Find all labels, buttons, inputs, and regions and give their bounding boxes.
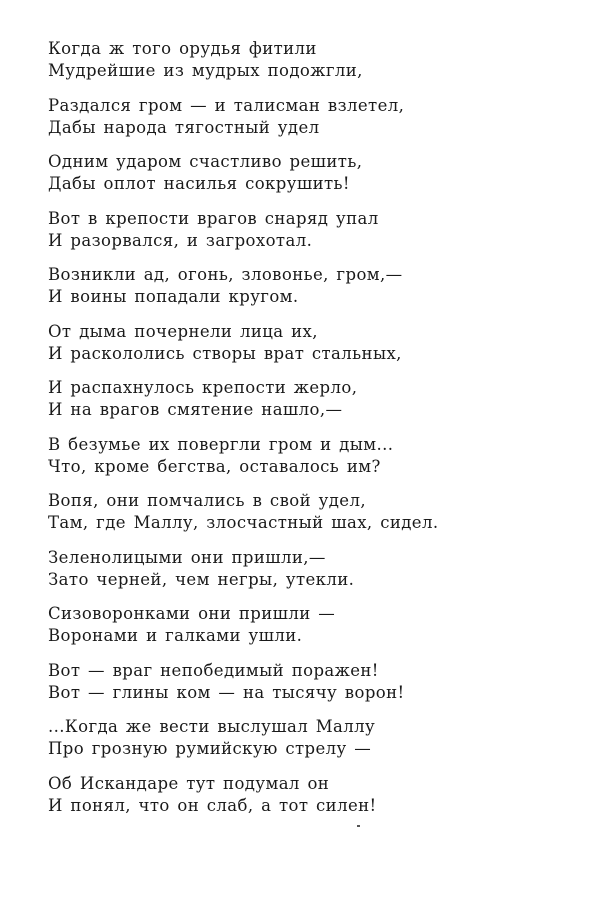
verse-line: ...Когда же вести выслушал Маллу bbox=[48, 717, 376, 736]
verse-line: И на врагов смятение нашло,— bbox=[48, 400, 343, 419]
verse-line: Воронами и галками ушли. bbox=[48, 626, 303, 645]
verse-line: И понял, что он слаб, а тот силен! bbox=[48, 795, 377, 815]
verse-line: Дабы народа тягостный удел bbox=[48, 117, 320, 137]
verse-line: Мудрейшие из мудрых подожгли, bbox=[48, 61, 363, 80]
verse-line: Возникли ад, огонь, зловонье, гром,— bbox=[48, 265, 403, 284]
couplet bbox=[48, 603, 438, 647]
verse-line: Там, где Маллу, злосчастный шах, сидел. bbox=[48, 513, 439, 532]
verse-line: Про грозную румийскую стрелу — bbox=[48, 739, 372, 758]
couplet bbox=[48, 151, 438, 195]
verse-line: Раздался гром — и талисман взлетел, bbox=[48, 95, 405, 115]
verse-line: Вот в крепости врагов снаряд упал bbox=[48, 208, 379, 228]
verse-line: Зеленолицыми они пришли,— bbox=[48, 547, 326, 567]
verse-line: Вопя, они помчались в свой удел, bbox=[48, 491, 366, 510]
couplet bbox=[48, 264, 438, 308]
couplet bbox=[48, 490, 438, 534]
verse-line: И распахнулось крепости жерло, bbox=[48, 378, 358, 397]
verse-line: И воины попадали кругом. bbox=[48, 287, 299, 306]
verse-line: И разорвался, и загрохотал. bbox=[48, 230, 313, 250]
couplet bbox=[48, 660, 438, 704]
verse-line: Одним ударом счастливо решить, bbox=[48, 152, 363, 171]
couplet bbox=[48, 377, 438, 421]
poem-text bbox=[48, 38, 438, 829]
couplet bbox=[48, 321, 438, 365]
verse-line: Вот — глины ком — на тысячу ворон! bbox=[48, 682, 405, 702]
verse-line: Зато черней, чем негры, утекли. bbox=[48, 569, 355, 589]
verse-line: Что, кроме бегства, оставалось им? bbox=[48, 456, 381, 476]
verse-line: Когда ж того орудья фитили bbox=[48, 39, 317, 58]
couplet bbox=[48, 38, 438, 82]
couplet bbox=[48, 773, 438, 817]
couplet bbox=[48, 434, 438, 478]
couplet bbox=[48, 716, 438, 760]
couplet bbox=[48, 547, 438, 591]
couplet bbox=[48, 95, 438, 139]
verse-line: От дыма почернели лица их, bbox=[48, 321, 318, 341]
verse-line: Сизоворонками они пришли — bbox=[48, 604, 336, 623]
print-mark bbox=[357, 825, 360, 827]
verse-line: Дабы оплот насилья сокрушить! bbox=[48, 174, 350, 193]
verse-line: И раскололись створы врат стальных, bbox=[48, 343, 402, 363]
verse-line: Об Искандаре тут подумал он bbox=[48, 773, 330, 793]
couplet bbox=[48, 208, 438, 252]
verse-line: Вот — враг непобедимый поражен! bbox=[48, 660, 379, 680]
verse-line: В безумье их повергли гром и дым... bbox=[48, 434, 394, 454]
